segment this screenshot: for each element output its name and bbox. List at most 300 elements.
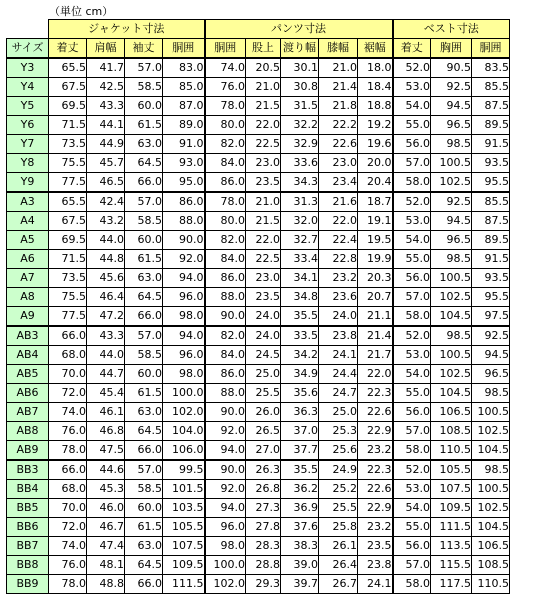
- value-cell: 18.0: [358, 58, 393, 78]
- value-cell: 105.5: [431, 460, 472, 480]
- value-cell: 31.3: [281, 192, 319, 212]
- value-cell: 69.5: [49, 231, 87, 250]
- value-cell: 41.7: [87, 58, 125, 78]
- value-cell: 109.5: [163, 556, 205, 575]
- table-row: [7, 58, 510, 78]
- value-cell: 21.0: [319, 58, 358, 78]
- value-cell: 63.0: [125, 537, 163, 556]
- value-cell: 90.0: [205, 307, 246, 327]
- value-cell: 21.4: [358, 326, 393, 346]
- value-cell: 43.2: [87, 212, 125, 231]
- value-cell: 25.8: [319, 518, 358, 537]
- value-cell: 53.0: [393, 78, 431, 97]
- value-cell: 102.5: [472, 422, 510, 441]
- value-cell: 68.0: [49, 346, 87, 365]
- value-cell: 57.0: [125, 58, 163, 78]
- col-vest-waist: 胴囲: [472, 39, 510, 59]
- value-cell: 64.5: [125, 154, 163, 173]
- value-cell: 27.3: [246, 499, 281, 518]
- value-cell: 76.0: [49, 422, 87, 441]
- value-cell: 67.5: [49, 212, 87, 231]
- value-cell: 88.0: [163, 212, 205, 231]
- size-cell: Y9: [7, 173, 49, 193]
- value-cell: 74.0: [49, 403, 87, 422]
- value-cell: 57.0: [125, 192, 163, 212]
- value-cell: 94.0: [163, 326, 205, 346]
- value-cell: 37.0: [281, 422, 319, 441]
- value-cell: 63.0: [125, 135, 163, 154]
- value-cell: 70.0: [49, 499, 87, 518]
- table-row: [7, 460, 510, 480]
- value-cell: 100.5: [431, 346, 472, 365]
- value-cell: 22.6: [358, 480, 393, 499]
- col-pants-thigh: 渡り幅: [281, 39, 319, 59]
- table-row: [7, 365, 510, 384]
- value-cell: 27.0: [246, 441, 281, 461]
- size-cell: Y7: [7, 135, 49, 154]
- value-cell: 80.0: [205, 116, 246, 135]
- value-cell: 63.0: [125, 403, 163, 422]
- value-cell: 57.0: [393, 422, 431, 441]
- value-cell: 55.0: [393, 250, 431, 269]
- corner-blank: [7, 20, 49, 39]
- value-cell: 100.5: [472, 480, 510, 499]
- col-pants-knee: 膝幅: [319, 39, 358, 59]
- value-cell: 90.0: [205, 460, 246, 480]
- value-cell: 66.0: [125, 173, 163, 193]
- value-cell: 96.0: [163, 288, 205, 307]
- value-cell: 92.5: [431, 78, 472, 97]
- value-cell: 66.0: [49, 326, 87, 346]
- size-cell: AB5: [7, 365, 49, 384]
- value-cell: 96.5: [431, 116, 472, 135]
- value-cell: 88.0: [205, 288, 246, 307]
- table-row: [7, 250, 510, 269]
- value-cell: 69.5: [49, 97, 87, 116]
- value-cell: 44.9: [87, 135, 125, 154]
- value-cell: 92.0: [205, 480, 246, 499]
- value-cell: 25.6: [319, 441, 358, 461]
- size-cell: BB3: [7, 460, 49, 480]
- value-cell: 100.0: [205, 556, 246, 575]
- value-cell: 24.1: [358, 575, 393, 594]
- value-cell: 93.5: [472, 154, 510, 173]
- value-cell: 53.0: [393, 346, 431, 365]
- value-cell: 23.5: [358, 537, 393, 556]
- value-cell: 94.0: [205, 499, 246, 518]
- value-cell: 20.0: [358, 154, 393, 173]
- value-cell: 45.4: [87, 384, 125, 403]
- value-cell: 111.5: [163, 575, 205, 594]
- value-cell: 82.0: [205, 326, 246, 346]
- value-cell: 91.5: [472, 135, 510, 154]
- value-cell: 61.5: [125, 116, 163, 135]
- value-cell: 32.0: [281, 212, 319, 231]
- value-cell: 43.3: [87, 97, 125, 116]
- value-cell: 47.4: [87, 537, 125, 556]
- value-cell: 22.6: [319, 135, 358, 154]
- value-cell: 21.0: [246, 192, 281, 212]
- value-cell: 103.5: [163, 499, 205, 518]
- value-cell: 26.4: [319, 556, 358, 575]
- value-cell: 24.0: [246, 307, 281, 327]
- value-cell: 98.0: [163, 307, 205, 327]
- value-cell: 57.0: [393, 288, 431, 307]
- value-cell: 71.5: [49, 250, 87, 269]
- value-cell: 76.0: [49, 556, 87, 575]
- value-cell: 102.5: [431, 365, 472, 384]
- value-cell: 22.3: [358, 460, 393, 480]
- value-cell: 28.8: [246, 556, 281, 575]
- value-cell: 94.5: [431, 97, 472, 116]
- table-row: [7, 307, 510, 327]
- value-cell: 24.0: [246, 326, 281, 346]
- value-cell: 78.0: [49, 441, 87, 461]
- value-cell: 26.5: [246, 422, 281, 441]
- value-cell: 83.5: [472, 58, 510, 78]
- value-cell: 44.0: [87, 346, 125, 365]
- value-cell: 54.0: [393, 231, 431, 250]
- value-cell: 84.0: [205, 346, 246, 365]
- value-cell: 64.5: [125, 422, 163, 441]
- group-vest: ベスト寸法: [393, 20, 510, 39]
- size-cell: AB7: [7, 403, 49, 422]
- value-cell: 45.6: [87, 269, 125, 288]
- value-cell: 60.0: [125, 365, 163, 384]
- value-cell: 108.5: [472, 556, 510, 575]
- value-cell: 115.5: [431, 556, 472, 575]
- value-cell: 21.8: [319, 97, 358, 116]
- value-cell: 94.5: [472, 346, 510, 365]
- value-cell: 23.5: [246, 288, 281, 307]
- table-row: [7, 441, 510, 461]
- value-cell: 117.5: [431, 575, 472, 594]
- value-cell: 44.0: [87, 231, 125, 250]
- value-cell: 22.0: [358, 365, 393, 384]
- size-cell: A7: [7, 269, 49, 288]
- value-cell: 18.4: [358, 78, 393, 97]
- table-row: [7, 326, 510, 346]
- value-cell: 89.5: [472, 116, 510, 135]
- table-row: [7, 173, 510, 193]
- value-cell: 73.5: [49, 135, 87, 154]
- value-cell: 87.5: [472, 97, 510, 116]
- value-cell: 93.5: [472, 269, 510, 288]
- value-cell: 96.0: [163, 346, 205, 365]
- value-cell: 18.7: [358, 192, 393, 212]
- value-cell: 95.0: [163, 173, 205, 193]
- value-cell: 26.0: [246, 403, 281, 422]
- value-cell: 22.2: [319, 116, 358, 135]
- size-cell: A9: [7, 307, 49, 327]
- table-row: [7, 518, 510, 537]
- size-cell: A3: [7, 192, 49, 212]
- value-cell: 34.1: [281, 269, 319, 288]
- value-cell: 80.0: [205, 212, 246, 231]
- value-cell: 95.5: [472, 173, 510, 193]
- value-cell: 22.9: [358, 499, 393, 518]
- value-cell: 89.0: [163, 116, 205, 135]
- value-cell: 36.3: [281, 403, 319, 422]
- table-row: [7, 384, 510, 403]
- value-cell: 64.5: [125, 288, 163, 307]
- value-cell: 77.5: [49, 173, 87, 193]
- value-cell: 46.4: [87, 288, 125, 307]
- table-row: [7, 154, 510, 173]
- value-cell: 25.2: [319, 480, 358, 499]
- value-cell: 110.5: [431, 441, 472, 461]
- table-row: [7, 288, 510, 307]
- value-cell: 19.9: [358, 250, 393, 269]
- value-cell: 60.0: [125, 499, 163, 518]
- value-cell: 100.0: [163, 384, 205, 403]
- value-cell: 44.8: [87, 250, 125, 269]
- col-pants-waist: 胴囲: [205, 39, 246, 59]
- value-cell: 102.5: [431, 173, 472, 193]
- value-cell: 73.5: [49, 269, 87, 288]
- value-cell: 23.0: [246, 269, 281, 288]
- table-row: [7, 403, 510, 422]
- value-cell: 23.0: [319, 154, 358, 173]
- value-cell: 20.7: [358, 288, 393, 307]
- table-row: [7, 575, 510, 594]
- value-cell: 82.0: [205, 135, 246, 154]
- value-cell: 61.5: [125, 518, 163, 537]
- col-jacket-length: 着丈: [49, 39, 87, 59]
- value-cell: 44.7: [87, 365, 125, 384]
- value-cell: 20.5: [246, 58, 281, 78]
- value-cell: 56.0: [393, 403, 431, 422]
- value-cell: 57.0: [393, 556, 431, 575]
- table-row: [7, 480, 510, 499]
- size-cell: AB4: [7, 346, 49, 365]
- value-cell: 19.1: [358, 212, 393, 231]
- value-cell: 67.5: [49, 78, 87, 97]
- value-cell: 21.5: [246, 212, 281, 231]
- value-cell: 35.6: [281, 384, 319, 403]
- value-cell: 77.5: [49, 307, 87, 327]
- size-cell: BB8: [7, 556, 49, 575]
- value-cell: 47.5: [87, 441, 125, 461]
- table-row: [7, 135, 510, 154]
- value-cell: 90.0: [205, 403, 246, 422]
- value-cell: 88.0: [205, 384, 246, 403]
- col-pants-rise: 股上: [246, 39, 281, 59]
- value-cell: 33.6: [281, 154, 319, 173]
- value-cell: 23.5: [246, 173, 281, 193]
- value-cell: 26.8: [246, 480, 281, 499]
- value-cell: 102.0: [205, 575, 246, 594]
- value-cell: 33.5: [281, 326, 319, 346]
- value-cell: 30.8: [281, 78, 319, 97]
- value-cell: 78.0: [205, 192, 246, 212]
- value-cell: 22.0: [246, 116, 281, 135]
- column-header-row: [7, 39, 510, 59]
- col-jacket-sleeve: 袖丈: [125, 39, 163, 59]
- value-cell: 25.5: [246, 384, 281, 403]
- value-cell: 98.5: [472, 460, 510, 480]
- col-jacket-waist: 胴囲: [163, 39, 205, 59]
- table-row: [7, 422, 510, 441]
- table-row: [7, 97, 510, 116]
- value-cell: 70.0: [49, 365, 87, 384]
- value-cell: 100.5: [431, 154, 472, 173]
- value-cell: 101.5: [163, 480, 205, 499]
- value-cell: 100.5: [472, 403, 510, 422]
- value-cell: 104.5: [431, 307, 472, 327]
- value-cell: 34.9: [281, 365, 319, 384]
- value-cell: 47.2: [87, 307, 125, 327]
- value-cell: 85.5: [472, 78, 510, 97]
- value-cell: 56.0: [393, 269, 431, 288]
- value-cell: 27.8: [246, 518, 281, 537]
- value-cell: 98.5: [431, 326, 472, 346]
- value-cell: 20.3: [358, 269, 393, 288]
- value-cell: 109.5: [431, 499, 472, 518]
- table-row: [7, 556, 510, 575]
- value-cell: 20.4: [358, 173, 393, 193]
- value-cell: 42.4: [87, 192, 125, 212]
- size-cell: BB4: [7, 480, 49, 499]
- value-cell: 110.5: [472, 575, 510, 594]
- value-cell: 45.7: [87, 154, 125, 173]
- table-row: [7, 212, 510, 231]
- value-cell: 113.5: [431, 537, 472, 556]
- value-cell: 91.5: [472, 250, 510, 269]
- value-cell: 84.0: [205, 154, 246, 173]
- table-row: [7, 116, 510, 135]
- size-cell: Y8: [7, 154, 49, 173]
- size-chart-body: [7, 20, 510, 594]
- value-cell: 32.2: [281, 116, 319, 135]
- value-cell: 106.0: [163, 441, 205, 461]
- value-cell: 86.0: [205, 365, 246, 384]
- size-cell: Y5: [7, 97, 49, 116]
- value-cell: 30.1: [281, 58, 319, 78]
- value-cell: 43.3: [87, 326, 125, 346]
- value-cell: 58.0: [393, 575, 431, 594]
- group-header-row: [7, 20, 510, 39]
- value-cell: 54.0: [393, 365, 431, 384]
- value-cell: 58.0: [393, 307, 431, 327]
- value-cell: 34.8: [281, 288, 319, 307]
- value-cell: 95.5: [472, 288, 510, 307]
- value-cell: 57.0: [125, 326, 163, 346]
- value-cell: 64.5: [125, 556, 163, 575]
- group-pants: パンツ寸法: [205, 20, 393, 39]
- col-jacket-shoulder: 肩幅: [87, 39, 125, 59]
- value-cell: 57.0: [393, 154, 431, 173]
- value-cell: 86.0: [205, 173, 246, 193]
- value-cell: 75.5: [49, 288, 87, 307]
- value-cell: 104.0: [163, 422, 205, 441]
- value-cell: 61.5: [125, 384, 163, 403]
- value-cell: 87.0: [163, 97, 205, 116]
- value-cell: 102.5: [431, 288, 472, 307]
- value-cell: 93.0: [163, 154, 205, 173]
- value-cell: 26.7: [319, 575, 358, 594]
- value-cell: 94.5: [431, 212, 472, 231]
- value-cell: 24.4: [319, 365, 358, 384]
- size-cell: BB6: [7, 518, 49, 537]
- value-cell: 99.5: [163, 460, 205, 480]
- value-cell: 107.5: [163, 537, 205, 556]
- value-cell: 19.2: [358, 116, 393, 135]
- value-cell: 21.0: [246, 78, 281, 97]
- value-cell: 23.2: [358, 518, 393, 537]
- value-cell: 58.0: [393, 441, 431, 461]
- value-cell: 55.0: [393, 384, 431, 403]
- col-vest-chest: 胸囲: [431, 39, 472, 59]
- value-cell: 105.5: [163, 518, 205, 537]
- value-cell: 36.9: [281, 499, 319, 518]
- value-cell: 104.5: [472, 441, 510, 461]
- value-cell: 56.0: [393, 135, 431, 154]
- value-cell: 58.0: [393, 173, 431, 193]
- group-jacket: ジャケット寸法: [49, 20, 205, 39]
- value-cell: 34.3: [281, 173, 319, 193]
- table-row: [7, 346, 510, 365]
- value-cell: 21.6: [319, 192, 358, 212]
- value-cell: 44.6: [87, 460, 125, 480]
- value-cell: 25.3: [319, 422, 358, 441]
- value-cell: 34.2: [281, 346, 319, 365]
- value-cell: 28.3: [246, 537, 281, 556]
- value-cell: 18.8: [358, 97, 393, 116]
- value-cell: 45.3: [87, 480, 125, 499]
- size-cell: A4: [7, 212, 49, 231]
- table-row: [7, 269, 510, 288]
- value-cell: 22.5: [246, 250, 281, 269]
- value-cell: 23.8: [358, 556, 393, 575]
- value-cell: 23.8: [319, 326, 358, 346]
- value-cell: 25.0: [319, 403, 358, 422]
- value-cell: 24.1: [319, 346, 358, 365]
- value-cell: 84.0: [205, 250, 246, 269]
- value-cell: 98.0: [205, 537, 246, 556]
- value-cell: 91.0: [163, 135, 205, 154]
- size-cell: A6: [7, 250, 49, 269]
- value-cell: 94.0: [205, 441, 246, 461]
- value-cell: 72.0: [49, 384, 87, 403]
- value-cell: 98.5: [431, 250, 472, 269]
- value-cell: 86.0: [205, 269, 246, 288]
- size-cell: BB7: [7, 537, 49, 556]
- size-cell: Y4: [7, 78, 49, 97]
- table-row: [7, 78, 510, 97]
- value-cell: 39.0: [281, 556, 319, 575]
- value-cell: 52.0: [393, 460, 431, 480]
- value-cell: 23.2: [358, 441, 393, 461]
- value-cell: 68.0: [49, 480, 87, 499]
- table-row: [7, 499, 510, 518]
- size-cell: AB6: [7, 384, 49, 403]
- value-cell: 46.5: [87, 173, 125, 193]
- value-cell: 108.5: [431, 422, 472, 441]
- value-cell: 46.7: [87, 518, 125, 537]
- size-cell: Y3: [7, 58, 49, 78]
- value-cell: 89.5: [472, 231, 510, 250]
- value-cell: 52.0: [393, 326, 431, 346]
- value-cell: 48.1: [87, 556, 125, 575]
- value-cell: 24.0: [319, 307, 358, 327]
- value-cell: 26.3: [246, 460, 281, 480]
- value-cell: 65.5: [49, 58, 87, 78]
- value-cell: 21.5: [246, 97, 281, 116]
- value-cell: 58.5: [125, 346, 163, 365]
- value-cell: 98.0: [163, 365, 205, 384]
- value-cell: 60.0: [125, 231, 163, 250]
